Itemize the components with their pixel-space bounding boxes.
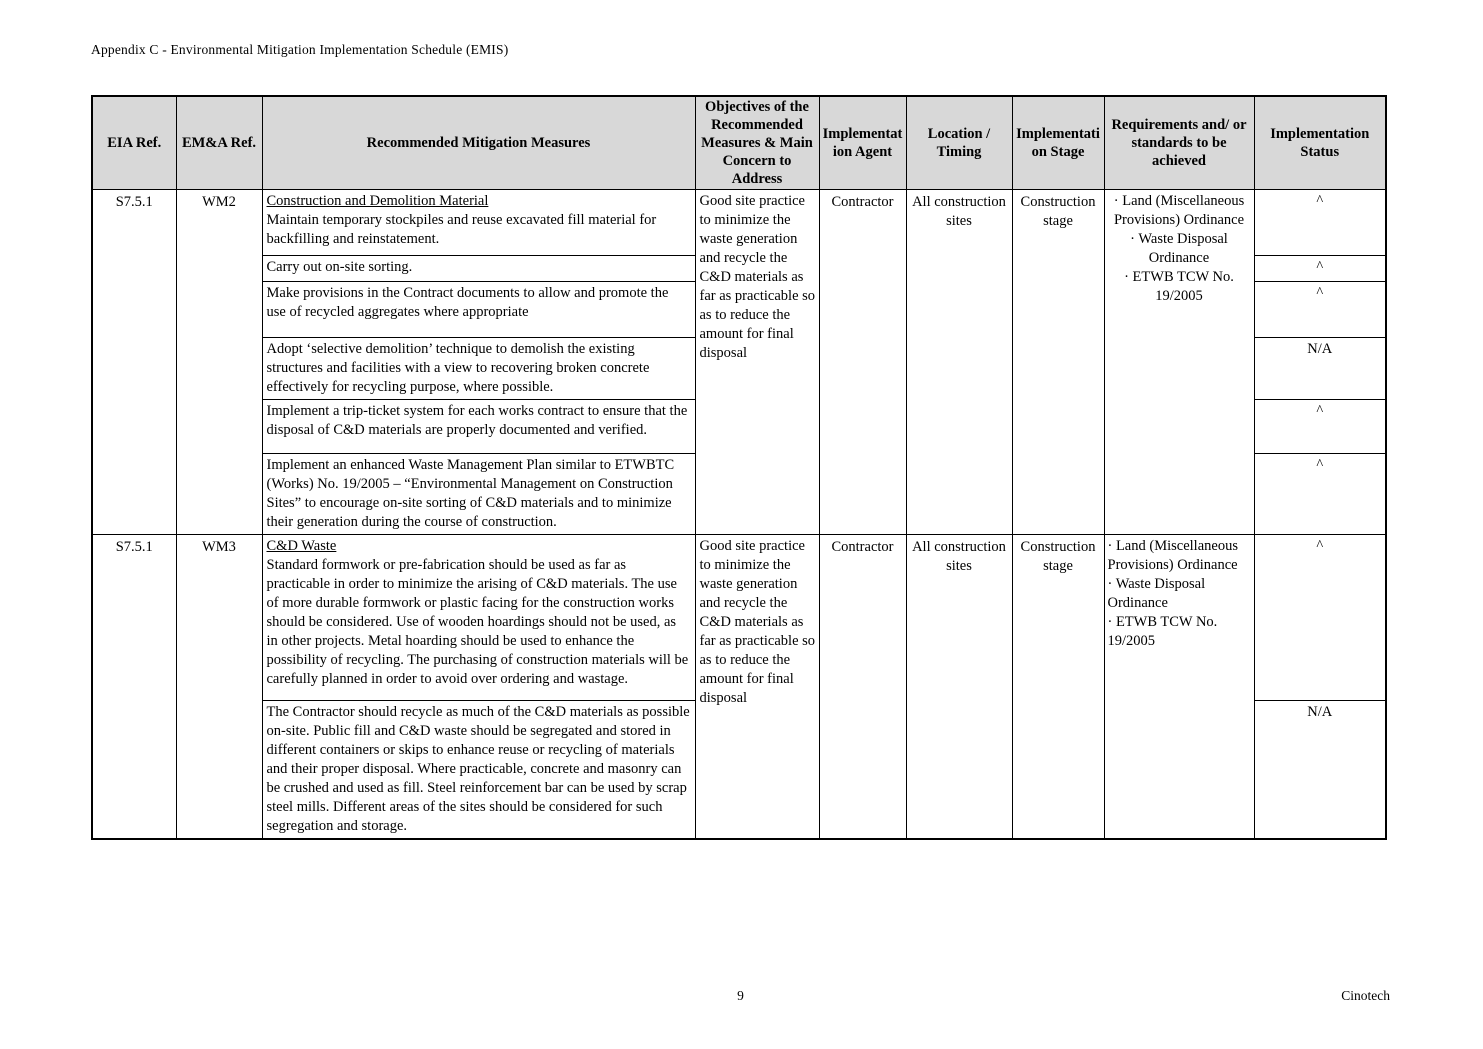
measure-cell: Carry out on-site sorting. — [262, 256, 695, 282]
col-header-location: Location / Timing — [906, 96, 1012, 190]
eia-ref-cell: S7.5.1 — [92, 190, 176, 535]
location-cell: All construction sites — [906, 190, 1012, 535]
measure-cell: Adopt ‘selective demolition’ technique to demolish the existing structures and facilities with a view to recovering broken concrete effectively for recycling purpose, where possible. — [262, 338, 695, 400]
location-cell: All construction sites — [906, 535, 1012, 840]
col-header-agent: Implementation Agent — [819, 96, 906, 190]
page-number: 9 — [737, 988, 744, 1003]
status-cell: N/A — [1254, 701, 1386, 840]
col-header-stage: Implementation Stage — [1012, 96, 1104, 190]
measure-cell: Implement an enhanced Waste Management Plan similar to ETWBTC (Works) No. 19/2005 – “Environmental Management on Construction Sites” to encourage on-site sorting of C&D materials and to minimize their generation during the course of construction. — [262, 454, 695, 535]
table-row — [92, 190, 1386, 256]
measure-cell — [262, 190, 695, 256]
measure-cell: Make provisions in the Contract documents to allow and promote the use of recycled aggregates where appropriate — [262, 282, 695, 338]
measure-heading: Construction and Demolition Material — [266, 193, 489, 209]
requirement-item: · Waste Disposal Ordinance — [1107, 576, 1206, 611]
measure-heading: C&D Waste — [266, 538, 337, 554]
measure-text: Maintain temporary stockpiles and reuse excavated fill material for backfilling and reinstatement. — [266, 212, 657, 247]
footer-company: Cinotech — [1341, 988, 1390, 1003]
col-header-status: Implementation Status — [1254, 96, 1386, 190]
requirement-item: · ETWB TCW No. 19/2005 — [1124, 269, 1234, 304]
requirement-item: · Land (Miscellaneous Provisions) Ordinance — [1113, 193, 1245, 228]
requirement-item: · Waste Disposal Ordinance — [1130, 231, 1228, 266]
stage-cell: Construction stage — [1012, 535, 1104, 840]
status-cell: N/A — [1254, 338, 1386, 400]
table-row — [92, 535, 1386, 701]
objectives-cell: Good site practice to minimize the waste generation and recycle the C&D materials as far as practicable so as to reduce the amount for final disposal — [695, 190, 819, 535]
measure-cell: The Contractor should recycle as much of the C&D materials as possible on-site. Public fill and C&D waste should be segregated and stored in different containers or skips to enhance reuse or recycling of materials and their proper disposal. Where practicable, concrete and masonry can be crushed and used as fill. Steel reinforcement bar can be used by scrap steel mills. Different areas of the sites should be considered for such segregation and storage. — [262, 701, 695, 840]
stage-cell: Construction stage — [1012, 190, 1104, 535]
table-header-row — [92, 96, 1386, 190]
measure-cell: Implement a trip-ticket system for each works contract to ensure that the disposal of C&D materials are properly documented and verified. — [262, 400, 695, 454]
eia-ref-cell: S7.5.1 — [92, 535, 176, 840]
ema-ref-cell: WM2 — [176, 190, 262, 535]
appendix-title: Appendix C - Environmental Mitigation Implementation Schedule (EMIS) — [91, 42, 509, 57]
status-cell: ^ — [1254, 400, 1386, 454]
page-footer — [91, 988, 1390, 1008]
objectives-cell: Good site practice to minimize the waste generation and recycle the C&D materials as far as practicable so as to reduce the amount for final disposal — [695, 535, 819, 840]
measure-cell — [262, 535, 695, 701]
requirement-item: · Land (Miscellaneous Provisions) Ordinance — [1107, 538, 1238, 573]
status-cell: ^ — [1254, 454, 1386, 535]
agent-cell: Contractor — [819, 190, 906, 535]
status-cell: ^ — [1254, 190, 1386, 256]
status-cell: ^ — [1254, 256, 1386, 282]
col-header-ema-ref: EM&A Ref. — [176, 96, 262, 190]
measure-text: Standard formwork or pre-fabrication should be used as far as practicable in order to minimize the arising of C&D materials. The use of more durable formwork or plastic facing for the construction works should be considered. Use of wooden hoardings should not be used, as in other projects. Metal hoarding should be used to enhance the possibility of recycling. The purchasing of construction materials will be carefully planned in order to avoid over ordering and wastage. — [266, 557, 689, 687]
status-cell: ^ — [1254, 535, 1386, 701]
agent-cell: Contractor — [819, 535, 906, 840]
col-header-requirements: Requirements and/ or standards to be achieved — [1104, 96, 1254, 190]
col-header-measures: Recommended Mitigation Measures — [262, 96, 695, 190]
emis-table — [91, 95, 1387, 840]
ema-ref-cell: WM3 — [176, 535, 262, 840]
status-cell: ^ — [1254, 282, 1386, 338]
requirement-item: · ETWB TCW No. 19/2005 — [1107, 614, 1218, 649]
requirements-cell — [1104, 535, 1254, 840]
requirements-cell — [1104, 190, 1254, 535]
col-header-eia-ref: EIA Ref. — [92, 96, 176, 190]
col-header-objectives: Objectives of the Recommended Measures & Main Concern to Address — [695, 96, 819, 190]
